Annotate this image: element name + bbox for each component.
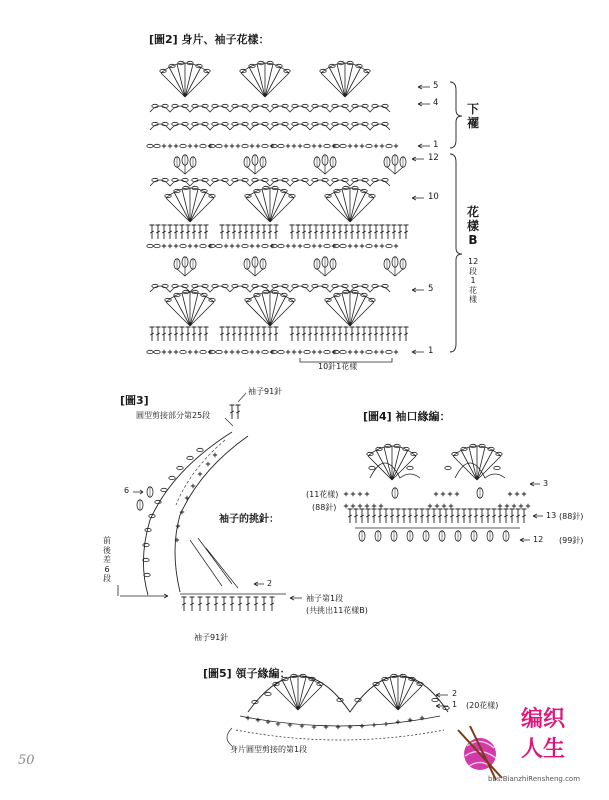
fig3-title: [圖3] [120, 394, 149, 407]
fig2-row-5-label: 5 [433, 81, 439, 91]
fig4-row-12-label: 12 [533, 535, 544, 544]
fig4-title: [圖4] 袖口緣編： [363, 410, 451, 423]
fig3-sleeve-top-label: 袖子91針 [248, 387, 283, 396]
fig5-chart [227, 674, 449, 746]
fig4-left-11-label: (11花樣) [306, 490, 339, 499]
fig4-left-88-label: (88針) [312, 503, 337, 512]
fig4-right-88-label: (88針) [559, 512, 584, 521]
fig4-row-13-label: 13 [546, 511, 557, 520]
fig2-pattern-b-label: 花樣B [466, 205, 479, 247]
fig5-note: 身片圓型剪接的第1段 [230, 745, 308, 754]
fig2-chart [147, 61, 462, 362]
fig3-sleeve-row1-label: 袖子第1段 [306, 594, 344, 603]
logo-line1: 编织 [521, 707, 566, 732]
fig3-raglan-note: 圓型剪接部分第25段 [136, 411, 211, 420]
fig2-row-1b-label: 1 [428, 346, 434, 356]
logo-line2: 人生 [521, 737, 566, 762]
yarn-ball-icon [458, 726, 502, 780]
fig4-row-3-label: 3 [543, 479, 549, 488]
page-number: 50 [18, 753, 35, 768]
fig2-row-5b-label: 5 [428, 284, 434, 294]
fig2-hem-label: 下襬 [466, 102, 479, 130]
fig2-row-12-label: 12 [428, 153, 439, 163]
fig3-front-back-diff-label: 前後差6段 [103, 536, 111, 583]
fig2-stitch-repeat-label: 10針1花樣 [318, 362, 358, 371]
fig3-pickup-label: 袖子的挑針： [219, 514, 279, 525]
fig3-chart [118, 393, 302, 611]
fig5-row-1-label: 1 [452, 700, 458, 709]
logo-site-url: bbs.BianzhiRensheng.com [488, 775, 581, 783]
fig2-row-10-label: 10 [428, 192, 439, 202]
fig2-title: [圖2] 身片、袖子花樣： [149, 33, 270, 46]
fig5-title: [圖5] 領子緣編： [203, 667, 291, 680]
fig3-row-2-label: 2 [267, 579, 273, 588]
fig3-total-repeats-label: (共挑出11花樣B) [306, 606, 368, 615]
fig5-row-2-label: 2 [452, 689, 458, 698]
fig4-right-99-label: (99針) [559, 536, 584, 545]
fig5-repeats-label: (20花樣) [466, 701, 499, 710]
fig2-row-4-label: 4 [433, 98, 439, 108]
fig2-repeat-label: 12段1花樣 [468, 257, 479, 304]
fig3-row-6-label: 6 [124, 486, 130, 495]
fig4-chart [344, 444, 543, 542]
fig3-sleeve-bottom-label: 袖子91針 [194, 633, 229, 642]
fig2-row-1-top-label: 1 [433, 140, 439, 150]
